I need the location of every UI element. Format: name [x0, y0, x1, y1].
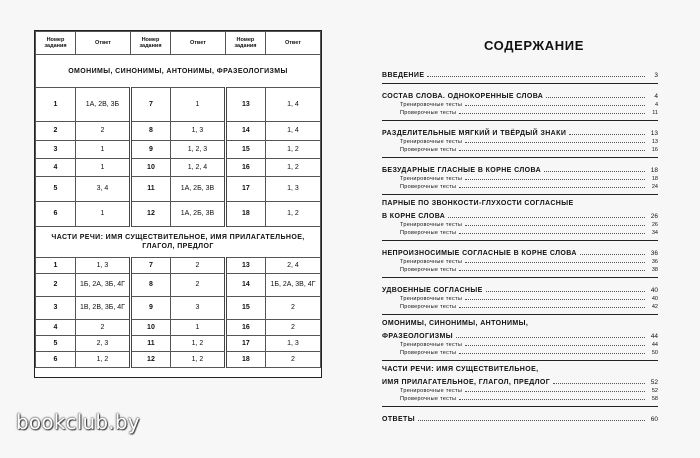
task-number: 15 [225, 297, 265, 320]
answer-cell: 1 [75, 159, 130, 177]
answer-cell: 2 [265, 352, 320, 368]
toc-entry-label-line: ОМОНИМЫ, СИНОНИМЫ, АНТОНИМЫ, [382, 320, 529, 327]
task-number: 6 [36, 352, 76, 368]
task-number: 10 [130, 320, 170, 336]
toc-subentry [382, 302, 658, 310]
toc-entry-heading [382, 283, 658, 294]
answers-table [35, 31, 321, 368]
task-number: 16 [225, 320, 265, 336]
answer-cell: 1, 3 [170, 122, 225, 141]
answer-cell: 1, 2, 3 [170, 141, 225, 159]
toc-subentry-label: Тренировочные тесты [400, 222, 463, 228]
answer-cell: 2 [170, 258, 225, 274]
toc-page-number: 18 [650, 167, 658, 174]
toc-subentry [382, 348, 658, 356]
dot-leader [465, 262, 645, 263]
toc-subentry-label: Проверочные тесты [400, 147, 457, 153]
divider [382, 406, 658, 407]
table-row [36, 274, 321, 297]
toc-entry-label: УДВОЕННЫЕ СОГЛАСНЫЕ [382, 287, 483, 294]
toc-page-number: 52 [650, 379, 658, 386]
dot-leader [459, 399, 645, 400]
toc-page-number: 24 [651, 184, 658, 190]
toc-page-number: 44 [650, 333, 658, 340]
toc-page-number: 13 [651, 139, 658, 145]
toc-entry-heading [382, 246, 658, 257]
answer-cell: 1, 3 [75, 258, 130, 274]
answer-cell: 2 [75, 122, 130, 141]
task-number: 8 [130, 122, 170, 141]
answer-cell: 1Б, 2А, 3В, 4Г [265, 274, 320, 297]
toc-page-number: 50 [651, 350, 658, 356]
answer-cell: 1Б, 2А, 3Б, 4Г [75, 274, 130, 297]
toc-section [382, 89, 658, 116]
toc-subentry-label: Тренировочные тесты [400, 139, 463, 145]
answer-cell: 1, 2 [265, 159, 320, 177]
answer-cell: 1 [75, 141, 130, 159]
toc-subentry [382, 294, 658, 302]
task-number: 5 [36, 177, 76, 202]
toc-page-number: 26 [651, 222, 658, 228]
answer-cell: 1В, 2В, 3Б, 4Г [75, 297, 130, 320]
task-number: 14 [225, 274, 265, 297]
column-header-number: Номер задания [225, 32, 265, 55]
task-number: 11 [130, 336, 170, 352]
toc-subentry-label: Проверочные тесты [400, 184, 457, 190]
task-number: 3 [36, 141, 76, 159]
column-header-number: Номер задания [130, 32, 170, 55]
divider [382, 120, 658, 121]
toc-subentry [382, 394, 658, 402]
table-row [36, 320, 321, 336]
task-number: 18 [225, 352, 265, 368]
task-number: 10 [130, 159, 170, 177]
toc-subentry [382, 182, 658, 190]
task-number: 18 [225, 202, 265, 227]
section-heading-row [36, 227, 321, 258]
task-number: 13 [225, 88, 265, 122]
toc-entry-heading [382, 209, 658, 220]
answer-cell: 1, 3 [265, 336, 320, 352]
divider [382, 157, 658, 158]
answer-cell: 1 [170, 88, 225, 122]
toc-entry-heading [382, 375, 658, 386]
dot-leader [553, 383, 645, 384]
answer-cell: 1, 2 [75, 352, 130, 368]
toc-entry-label: ФРАЗЕОЛОГИЗМЫ [382, 333, 454, 340]
dot-leader [465, 345, 645, 346]
answer-cell: 1А, 2В, 3Б [75, 88, 130, 122]
table-row [36, 336, 321, 352]
section-heading: ОМОНИМЫ, СИНОНИМЫ, АНТОНИМЫ, ФРАЗЕОЛОГИЗМЫ [36, 55, 321, 88]
toc-page-number: 40 [650, 287, 658, 294]
answer-cell: 3, 4 [75, 177, 130, 202]
dot-leader [465, 179, 645, 180]
toc-section [382, 320, 658, 356]
table-row [36, 141, 321, 159]
dot-leader [465, 105, 645, 106]
divider [382, 360, 658, 361]
toc-section [382, 200, 658, 236]
toc-page-number: 38 [651, 267, 658, 273]
task-number: 12 [130, 352, 170, 368]
table-row [36, 159, 321, 177]
toc-subentry [382, 220, 658, 228]
task-number: 8 [130, 274, 170, 297]
dot-leader [546, 97, 645, 98]
dot-leader [465, 225, 645, 226]
table-row [36, 122, 321, 141]
toc-entry-heading [382, 163, 658, 174]
toc-subentry-label: Проверочные тесты [400, 304, 457, 310]
toc-subentry-label: Тренировочные тесты [400, 259, 463, 265]
task-number: 14 [225, 122, 265, 141]
task-number: 1 [36, 258, 76, 274]
toc-entry-heading [382, 89, 658, 100]
column-header-answer: Ответ [170, 32, 225, 55]
toc-page-number: 13 [650, 130, 658, 137]
divider [382, 194, 658, 195]
table-row [36, 177, 321, 202]
toc-subentry [382, 108, 658, 116]
answer-cell: 1 [75, 202, 130, 227]
answer-cell: 2 [265, 297, 320, 320]
toc-page-number: 36 [651, 259, 658, 265]
dot-leader [580, 254, 645, 255]
toc-page-number: 44 [651, 342, 658, 348]
answer-cell: 1, 4 [265, 88, 320, 122]
divider [382, 314, 658, 315]
toc-entry-label: НЕПРОИЗНОСИМЫЕ СОГЛАСНЫЕ В КОРНЕ СЛОВА [382, 250, 577, 257]
toc-page-number: 18 [651, 176, 658, 182]
answer-cell: 1, 4 [265, 122, 320, 141]
toc-page-number: 34 [651, 230, 658, 236]
table-header-row [36, 32, 321, 55]
table-row [36, 202, 321, 227]
table-row [36, 297, 321, 320]
column-header-answer: Ответ [265, 32, 320, 55]
answer-cell: 2, 3 [75, 336, 130, 352]
dot-leader [465, 391, 645, 392]
table-row [36, 258, 321, 274]
toc-page-number: 16 [651, 147, 658, 153]
task-number: 7 [130, 258, 170, 274]
dot-leader [459, 150, 645, 151]
toc-entry-label: В КОРНЕ СЛОВА [382, 213, 446, 220]
toc-entry-intro [382, 68, 658, 79]
dot-leader [459, 113, 645, 114]
task-number: 16 [225, 159, 265, 177]
dot-leader [448, 217, 645, 218]
task-number: 9 [130, 297, 170, 320]
toc-subentry [382, 340, 658, 348]
task-number: 4 [36, 320, 76, 336]
toc-page-number: 60 [650, 416, 658, 423]
toc-subentry [382, 386, 658, 394]
toc-entry-label-line: ПАРНЫЕ ПО ЗВОНКОСТИ-ГЛУХОСТИ СОГЛАСНЫЕ [382, 200, 574, 207]
dot-leader [427, 76, 645, 77]
divider [382, 83, 658, 84]
toc-subentry [382, 145, 658, 153]
dot-leader [459, 233, 645, 234]
toc-section [382, 163, 658, 190]
toc-page-number: 11 [652, 110, 658, 116]
toc-page-number: 4 [654, 93, 658, 100]
toc-entry-label: БЕЗУДАРНЫЕ ГЛАСНЫЕ В КОРНЕ СЛОВА [382, 167, 542, 174]
toc-section [382, 366, 658, 402]
toc-page-number: 26 [650, 213, 658, 220]
toc-page-number: 4 [654, 102, 658, 108]
toc-subentry [382, 174, 658, 182]
task-number: 9 [130, 141, 170, 159]
dot-leader [569, 134, 645, 135]
answer-cell: 3 [170, 297, 225, 320]
divider [382, 240, 658, 241]
toc-subentry [382, 265, 658, 273]
toc-page-number: 3 [654, 72, 658, 79]
dot-leader [459, 353, 645, 354]
task-number: 7 [130, 88, 170, 122]
toc-subentry-label: Проверочные тесты [400, 396, 457, 402]
toc-page-number: 42 [651, 304, 658, 310]
column-header-number: Номер задания [36, 32, 76, 55]
dot-leader [465, 142, 645, 143]
page-title: СОДЕРЖАНИЕ [484, 38, 584, 53]
dot-leader [456, 337, 645, 338]
dot-leader [418, 420, 645, 421]
task-number: 2 [36, 274, 76, 297]
toc-page-number: 36 [650, 250, 658, 257]
dot-leader [465, 299, 645, 300]
task-number: 17 [225, 336, 265, 352]
dot-leader [459, 307, 645, 308]
toc-subentry-label: Тренировочные тесты [400, 296, 463, 302]
task-number: 17 [225, 177, 265, 202]
toc-entry-label: ВВЕДЕНИЕ [382, 72, 425, 79]
toc-section [382, 126, 658, 153]
toc-entry-heading [382, 126, 658, 137]
task-number: 2 [36, 122, 76, 141]
toc-page-number: 52 [651, 388, 658, 394]
toc-subentry [382, 100, 658, 108]
task-number: 3 [36, 297, 76, 320]
toc-subentry-label: Тренировочные тесты [400, 388, 463, 394]
answer-cell: 1, 2 [170, 336, 225, 352]
toc-section [382, 283, 658, 310]
task-number: 12 [130, 202, 170, 227]
toc-entry-answers [382, 412, 658, 423]
toc-subentry-label: Тренировочные тесты [400, 342, 463, 348]
toc-subentry-label: Проверочные тесты [400, 230, 457, 236]
answer-cell: 1, 2 [265, 202, 320, 227]
toc-subentry-label: Проверочные тесты [400, 267, 457, 273]
column-header-answer: Ответ [75, 32, 130, 55]
toc-entry-label: ОТВЕТЫ [382, 416, 415, 423]
toc-subentry-label: Тренировочные тесты [400, 102, 463, 108]
answer-cell: 1, 2 [265, 141, 320, 159]
dot-leader [486, 291, 645, 292]
watermark: bookclub.by [16, 410, 140, 434]
section-heading-row [36, 55, 321, 88]
answer-cell: 1, 2, 4 [170, 159, 225, 177]
toc-entry-label: РАЗДЕЛИТЕЛЬНЫЕ МЯГКИЙ И ТВЁРДЫЙ ЗНАКИ [382, 130, 567, 137]
toc-subentry [382, 257, 658, 265]
task-number: 5 [36, 336, 76, 352]
answer-cell: 1А, 2Б, 3В [170, 202, 225, 227]
toc-entry-label: ИМЯ ПРИЛАГАТЕЛЬНОЕ, ГЛАГОЛ, ПРЕДЛОГ [382, 379, 551, 386]
answer-cell: 1, 3 [265, 177, 320, 202]
toc-subentry-label: Тренировочные тесты [400, 176, 463, 182]
divider [382, 277, 658, 278]
answer-cell: 1А, 2Б, 3В [170, 177, 225, 202]
toc-page-number: 58 [651, 396, 658, 402]
toc-entry-label-line: ЧАСТИ РЕЧИ: ИМЯ СУЩЕСТВИТЕЛЬНОЕ, [382, 366, 539, 373]
task-number: 1 [36, 88, 76, 122]
task-number: 6 [36, 202, 76, 227]
answer-cell: 1, 2 [170, 352, 225, 368]
answer-cell: 1 [170, 320, 225, 336]
table-row [36, 352, 321, 368]
task-number: 15 [225, 141, 265, 159]
toc-entry-heading [382, 329, 658, 340]
contents-page [382, 30, 658, 426]
toc-subentry-label: Проверочные тесты [400, 350, 457, 356]
table-row [36, 88, 321, 122]
dot-leader [459, 270, 645, 271]
task-number: 13 [225, 258, 265, 274]
toc-page-number: 40 [651, 296, 658, 302]
task-number: 4 [36, 159, 76, 177]
toc-subentry-label: Проверочные тесты [400, 110, 457, 116]
answer-cell: 2 [75, 320, 130, 336]
toc-subentry [382, 228, 658, 236]
section-heading: ЧАСТИ РЕЧИ: ИМЯ СУЩЕСТВИТЕЛЬНОЕ, ИМЯ ПРИЛАГАТЕЛЬНОЕ, ГЛАГОЛ, ПРЕДЛОГ [36, 227, 321, 258]
answers-page [34, 30, 322, 378]
toc-subentry [382, 137, 658, 145]
dot-leader [459, 187, 645, 188]
task-number: 11 [130, 177, 170, 202]
toc-section [382, 246, 658, 273]
toc-entry-label: СОСТАВ СЛОВА. ОДНОКОРЕННЫЕ СЛОВА [382, 93, 544, 100]
dot-leader [544, 171, 645, 172]
answer-cell: 2, 4 [265, 258, 320, 274]
answer-cell: 2 [265, 320, 320, 336]
answer-cell: 2 [170, 274, 225, 297]
